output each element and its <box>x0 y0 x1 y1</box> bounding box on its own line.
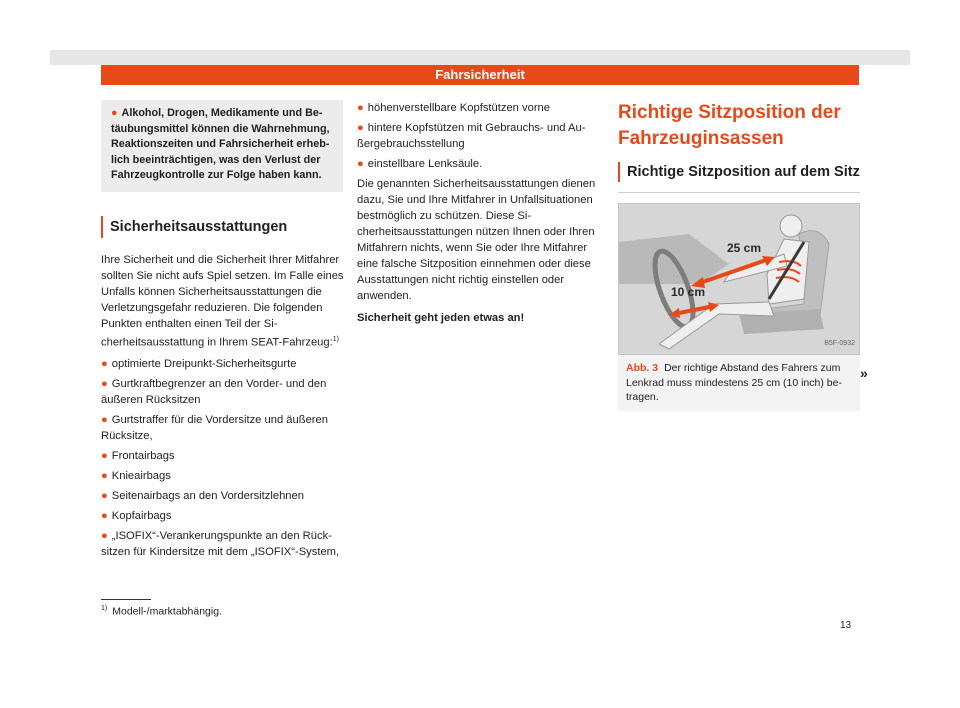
subsection-title: Richtige Sitzposition auf dem Sitz <box>618 162 862 182</box>
column-left <box>101 100 345 564</box>
figure-code: B5F-0932 <box>824 340 855 347</box>
warning-text: Alkohol, Drogen, Medikamente und Betäubungsmittel können die Wahrnehmung, Reaktionszeiten und Fahrsicherheit erheblich beeinträchtigen, was den Verlust der Fahrzeugkontrolle zur Folge haben kann. <box>111 107 330 181</box>
list-item-text: Seitenairbags an den Vordersitzlehnen <box>111 490 304 503</box>
footnote-mark: 1) <box>101 605 108 612</box>
list-item <box>357 100 603 116</box>
bullet-icon: ● <box>101 414 108 427</box>
bullet-icon: ● <box>101 450 108 463</box>
list-item-text: hintere Kopfstützen mit Gebrauchs- und Außergebrauchsstellung <box>357 122 586 150</box>
list-item <box>357 156 603 172</box>
label-10-cm: 10 cm <box>671 285 706 299</box>
bullet-icon: ● <box>111 107 118 119</box>
list-item <box>101 356 345 372</box>
driver-head <box>780 215 802 237</box>
figure-caption <box>618 355 860 411</box>
warning-box <box>101 100 343 192</box>
page-number: 13 <box>840 620 852 631</box>
bullet-icon: ● <box>101 378 108 391</box>
list-item-text: Knieairbags <box>111 470 171 483</box>
column-right <box>618 100 862 411</box>
intro-paragraph <box>101 252 345 351</box>
list-item-text: Gurtkraftbegrenzer an den Vorder- und den äußeren Rücksitzen <box>101 378 327 407</box>
bullet-icon: ● <box>101 470 108 483</box>
list-item <box>101 376 345 408</box>
list-item-text: einstellbare Lenksäule. <box>367 158 483 170</box>
bullet-icon: ● <box>101 490 108 503</box>
list-item-text: höhenverstellbare Kopfstützen vorne <box>367 102 550 114</box>
body-paragraph: Die genannten Sicherheitsausstattungen dienen dazu, Sie und Ihre Mitfahrer in Unfallsituationen bestmöglich zu schützen. Diese Sicherheitsausstattungen nützen Ihnen oder Ihren Mitfahrern nichts, wenn Sie oder Ihre Mitfahrer eine falsche Sitzposition einnehmen oder diese Ausstattungen nicht richtig einstellen oder anwenden. <box>357 178 596 302</box>
caption-label: Abb. 3 <box>626 362 659 374</box>
divider <box>618 192 860 193</box>
list-item <box>101 448 345 464</box>
column-middle <box>357 100 603 332</box>
bullet-icon: ● <box>357 158 364 170</box>
list-item-text: Gurtstraffer für die Vordersitze und äußeren Rücksitze, <box>101 414 328 443</box>
list-item-text: „ISOFIX“-Verankerungspunkte an den Rücksitzen für Kindersitze mit dem „ISOFIX“-System, <box>101 530 340 559</box>
caption-text: Der richtige Abstand des Fahrers zum Lenkrad muss mindestens 25 cm (10 inch) betragen. <box>626 362 842 403</box>
bullet-icon: ● <box>101 510 108 523</box>
bullet-icon: ● <box>357 102 364 114</box>
intro-text: Ihre Sicherheit und die Sicherheit Ihrer Mitfahrer sollten Sie nicht aufs Spiel setzen. Im Falle eines Unfalls können Sicherheitsausstattungen die Verletzungsgefahr reduzieren. Die folgenden Punkten enthalten einen Teil der Sicherheitsausstattung in Ihrem SEAT-Fahrzeug: <box>101 253 344 349</box>
footnote-divider <box>101 599 151 600</box>
list-item <box>101 508 345 524</box>
bullet-icon: ● <box>101 530 108 543</box>
seat-illustration <box>619 204 859 354</box>
bullet-icon: ● <box>101 358 108 371</box>
closing-statement: Sicherheit geht jeden etwas an! <box>357 312 525 324</box>
section-title: Sicherheitsausstattungen <box>101 216 345 238</box>
list-item-text: Frontairbags <box>111 450 175 463</box>
footnote-text: Modell-/marktabhängig. <box>112 605 222 618</box>
list-item <box>357 120 603 152</box>
chapter-heading: Richtige Sitzposition der Fahrzeuginsassen <box>618 102 841 149</box>
list-item <box>101 412 345 444</box>
list-item-text: optimierte Dreipunkt-Sicherheitsgurte <box>111 358 297 371</box>
continue-marker: » <box>860 365 868 381</box>
list-item <box>101 528 345 560</box>
list-item-text: Kopfairbags <box>111 510 172 523</box>
list-item <box>101 468 345 484</box>
footnote-ref[interactable]: 1) <box>332 335 339 343</box>
list-item <box>101 488 345 504</box>
header-title: Fahrsicherheit <box>435 67 525 82</box>
label-25-cm: 25 cm <box>727 241 762 255</box>
footnote <box>101 605 222 618</box>
bullet-icon: ● <box>357 122 364 134</box>
seat-position-figure <box>618 203 860 355</box>
